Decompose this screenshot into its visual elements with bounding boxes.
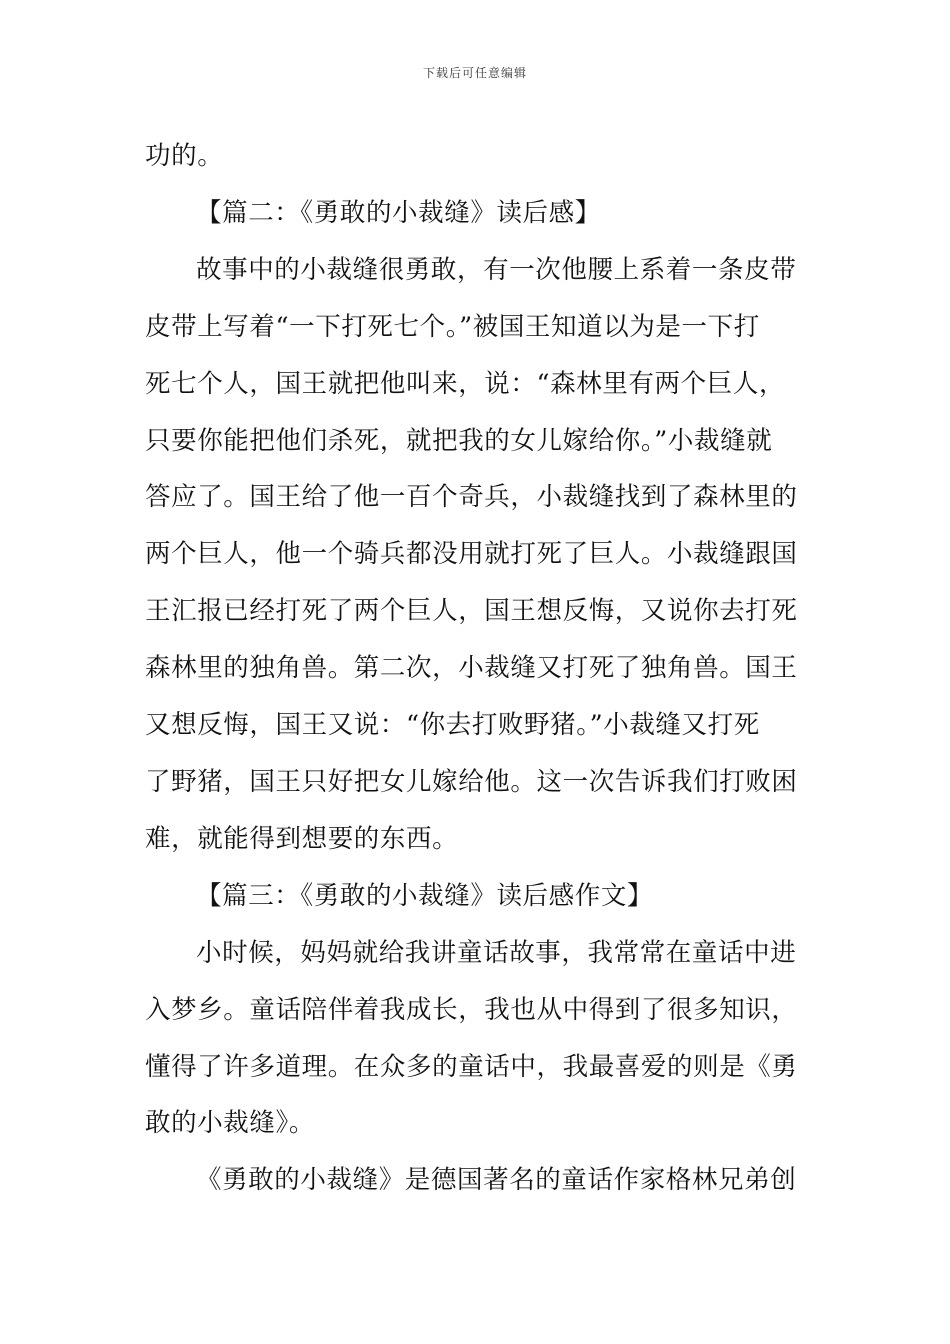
text-line: 王汇报已经打死了两个巨人，国王想反悔，又说你去打死 xyxy=(145,596,798,627)
text-line: 森林里的独角兽。第二次，小裁缝又打死了独角兽。国王 xyxy=(145,653,798,684)
text-line: 又想反悔，国王又说：“你去打败野猪。”小裁缝又打死 xyxy=(145,710,760,741)
text-line: 小时候，妈妈就给我讲童话故事，我常常在童话中进 xyxy=(196,937,797,968)
page-header: 下载后可任意编辑 xyxy=(422,66,527,80)
text-line: 故事中的小裁缝很勇敢，有一次他腰上系着一条皮带 xyxy=(196,254,797,285)
section-heading-3: 【篇三：《勇敢的小裁缝》读后感作文】 xyxy=(196,880,654,911)
text-line: 死七个人，国王就把他叫来，说：“森林里有两个巨人， xyxy=(145,368,786,399)
text-line: 敢的小裁缝》。 xyxy=(145,1108,315,1139)
text-line: 两个巨人，他一个骑兵都没用就打死了巨人。小裁缝跟国 xyxy=(145,539,798,570)
document-body xyxy=(145,128,807,1209)
text-line: 皮带上写着“一下打死七个。”被国王知道以为是一下打 xyxy=(145,311,760,342)
text-line: 只要你能把他们杀死，就把我的女儿嫁给你。”小裁缝就 xyxy=(145,425,773,456)
text-line: 了野猪，国王只好把女儿嫁给他。这一次告诉我们打败困 xyxy=(145,766,798,797)
text-line: 难，就能得到想要的东西。 xyxy=(145,823,459,854)
text-line: 功的。 xyxy=(145,141,224,171)
text-line: 答应了。国王给了他一百个奇兵，小裁缝找到了森林里的 xyxy=(145,482,798,513)
text-line: 入梦乡。童话陪伴着我成长，我也从中得到了很多知识， xyxy=(145,994,798,1025)
section-heading-2: 【篇二：《勇敢的小裁缝》读后感】 xyxy=(196,197,601,228)
text-line: 懂得了许多道理。在众多的童话中，我最喜爱的则是《勇 xyxy=(145,1051,798,1082)
text-line: 《勇敢的小裁缝》是德国著名的童话作家格林兄弟创 xyxy=(196,1165,797,1196)
